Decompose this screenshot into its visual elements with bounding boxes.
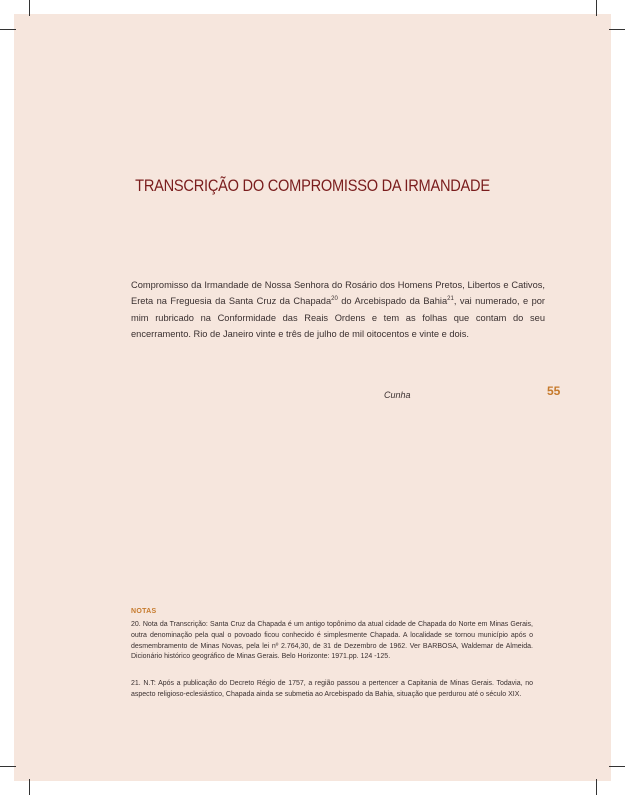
crop-mark-bottom-left-v xyxy=(29,779,30,795)
page-number: 55 xyxy=(547,384,561,398)
crop-mark-top-right-v xyxy=(596,0,597,16)
crop-mark-bottom-left-h xyxy=(0,766,16,767)
body-text-part-1: Compromisso da Irmandade de Nossa Senhora do Rosário dos Homens Pretos, Libertos e Cativos, Ereta na Freguesia da Santa Cruz da Chapada xyxy=(131,280,545,307)
page-title: TRANSCRIÇÃO DO COMPROMISSO DA IRMANDADE xyxy=(135,176,490,195)
body-paragraph xyxy=(131,277,545,343)
crop-mark-top-left-v xyxy=(29,0,30,16)
footnote-21: 21. N.T: Após a publicação do Decreto Régio de 1757, a região passou a pertencer a Capitania de Minas Gerais. Todavia, no aspecto religioso-eclesiástico, Chapada ainda se submetia ao Arcebispado da Bahia, situação que perdurou até o século XIX. xyxy=(131,680,533,698)
page-background xyxy=(14,14,611,781)
footnote-20: 20. Nota da Transcrição: Santa Cruz da Chapada é um antigo topônimo da atual cidade de Chapada do Norte em Minas Gerais, outra denominação pela qual o povoado ficou conhecido é simplesmente Chapada. A localidade se tornou município após o desmembramento de Minas Novas, pela lei nº 2.764,30, de 31 de Dezembro de 1962. Ver BARBOSA, Waldemar de Almeida. Dicionário histórico geográfico de Minas Gerais. Belo Horizonte: 1971.pp. 124 -125. xyxy=(131,621,533,661)
crop-mark-bottom-right-h xyxy=(609,766,625,767)
footnote-ref-20: 20 xyxy=(331,296,338,303)
body-text-part-3: , vai numerado, e por mim rubricado na Conformidade das Reais Ordens e tem as folhas que contam do seu encerramento. Rio de Janeiro vinte e três de julho de mil oitocentos e vinte e dois. xyxy=(131,296,546,340)
notes-heading: NOTAS xyxy=(131,608,157,615)
crop-mark-top-right-h xyxy=(609,29,625,30)
body-text-part-2: do Arcebispado da Bahia xyxy=(337,296,448,307)
footnote-ref-21: 21 xyxy=(447,296,454,303)
crop-mark-top-left-h xyxy=(0,29,16,30)
crop-mark-bottom-right-v xyxy=(596,779,597,795)
signature: Cunha xyxy=(384,390,411,400)
